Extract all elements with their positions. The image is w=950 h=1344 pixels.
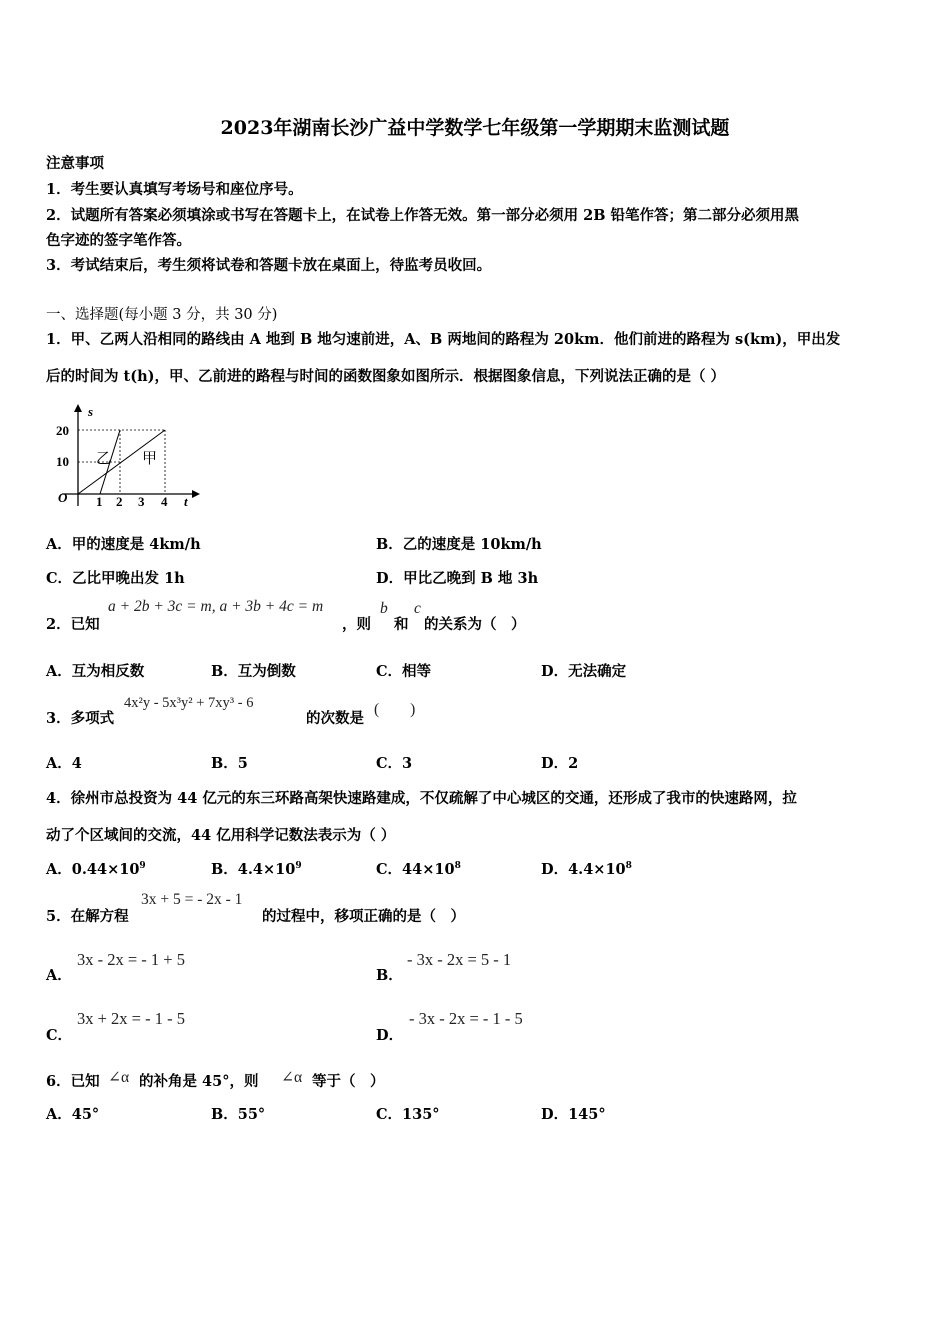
q2-option-c[interactable]: C．相等: [376, 663, 432, 680]
q3-option-c[interactable]: C．3: [376, 755, 413, 772]
x-tick-label: 3: [138, 494, 145, 509]
q5-option-c-label[interactable]: C．: [46, 1027, 73, 1044]
notes-line: 1．考生要认真填写考场号和座位序号。: [46, 181, 303, 198]
q3-suffix: 的次数是: [306, 710, 364, 727]
q5-formula: 3x + 5 = - 2x - 1: [141, 891, 243, 908]
y-axis-label: s: [88, 404, 94, 419]
q5-option-d-label[interactable]: D．: [376, 1027, 404, 1044]
q5-option-a[interactable]: 3x - 2x = - 1 + 5: [77, 950, 185, 969]
q4-option-b[interactable]: B．$4.4\times 10^9$: [211, 861, 302, 878]
x-axis-label: t: [184, 494, 188, 509]
page-title: 2023年湖南长沙广益中学数学七年级第一学期期末监测试题: [220, 117, 730, 139]
q1-option-b[interactable]: B．乙的速度是 10km/h: [376, 536, 542, 553]
q4-option-d[interactable]: D．$4.4\times 10^8$: [541, 861, 632, 878]
q1-option-c[interactable]: C．乙比甲晚出发 1h: [46, 570, 185, 587]
q2-var-c: c: [414, 600, 421, 617]
q6-angle: ∠α: [108, 1069, 130, 1086]
q5-option-b[interactable]: - 3x - 2x = 5 - 1: [407, 950, 512, 969]
q1-text: 后的时间为 t(h)，甲、乙前进的路程与时间的函数图象如图所示．根据图象信息，下列说法正确的是（ ）: [46, 368, 726, 385]
q4-text: 动了个区域间的交流，44 亿用科学记数法表示为（ ）: [46, 827, 396, 844]
y-tick-label: 10: [56, 454, 69, 469]
q6-angle: ∠α: [281, 1069, 303, 1086]
q6-mid: 的补角是 45°，则: [139, 1073, 259, 1090]
notes-heading: 注意事项: [46, 155, 104, 172]
y-tick-label: 20: [56, 423, 69, 438]
y-axis-arrow-icon: [74, 404, 82, 412]
origin-label: O: [58, 490, 68, 505]
notes-line: 色字迹的签字笔作答。: [46, 232, 191, 249]
q2-var-b: b: [380, 600, 388, 617]
q2-formula: a + 2b + 3c = m, a + 3b + 4c = m: [108, 598, 324, 615]
q2-option-b[interactable]: B．互为倒数: [211, 663, 296, 680]
q3-option-a[interactable]: A．4: [46, 755, 82, 772]
q3-formula: 4x²y - 5x³y² + 7xy³ - 6: [124, 695, 254, 711]
q3-paren: ( ): [374, 701, 416, 718]
q5-option-c[interactable]: 3x + 2x = - 1 - 5: [77, 1009, 185, 1028]
q4-option-c[interactable]: C．$44\times 10^8$: [376, 861, 461, 878]
q1-option-a[interactable]: A．甲的速度是 4km/h: [46, 536, 201, 553]
notes-line: 3．考试结束后，考生须将试卷和答题卡放在桌面上，待监考员收回。: [46, 257, 492, 274]
q1-text: 1．甲、乙两人沿相同的路线由 A 地到 B 地匀速前进，A、B 两地间的路程为 20km．他们前进的路程为 s(km)，甲出发: [46, 331, 841, 348]
q2-mid: ，则: [342, 616, 371, 633]
notes-line: 2．试题所有答案必须填涂或书写在答题卡上，在试卷上作答无效。第一部分必须用 2B 铅笔作答；第二部分必须用黑: [46, 207, 800, 224]
label-jia: 甲: [142, 451, 158, 467]
q6-option-a[interactable]: A．45°: [46, 1106, 100, 1123]
x-axis-arrow-icon: [192, 490, 200, 498]
q1-option-d[interactable]: D．甲比乙晚到 B 地 3h: [376, 570, 539, 587]
q5-option-d[interactable]: - 3x - 2x = - 1 - 5: [409, 1009, 523, 1028]
q6-prefix: 6．已知: [46, 1073, 100, 1090]
label-yi: 乙: [96, 451, 112, 467]
q4-option-a[interactable]: A．$0.44\times 10^9$: [46, 861, 146, 878]
q5-prefix: 5．在解方程: [46, 908, 129, 925]
q6-option-c[interactable]: C．135°: [376, 1106, 440, 1123]
q5-suffix: 的过程中，移项正确的是（ ）: [262, 908, 465, 925]
q2-suffix: 的关系为（ ）: [424, 616, 526, 633]
q2-option-a[interactable]: A．互为相反数: [46, 663, 145, 680]
x-tick-label: 2: [116, 494, 123, 509]
q6-option-b[interactable]: B．55°: [211, 1106, 266, 1123]
q1-graph: [50, 402, 200, 510]
x-tick-label: 4: [161, 494, 168, 509]
q3-prefix: 3．多项式: [46, 710, 115, 727]
q6-suffix: 等于（ ）: [312, 1073, 385, 1090]
q2-prefix: 2．已知: [46, 616, 100, 633]
section-heading: 一、选择题(每小题 3 分，共 30 分): [46, 307, 278, 323]
q4-text: 4．徐州市总投资为 44 亿元的东三环路高架快速路建成，不仅疏解了中心城区的交通，还形成了我市的快速路网，拉: [46, 790, 797, 807]
x-tick-label: 1: [96, 494, 103, 509]
q5-option-b-label[interactable]: B．: [376, 967, 403, 984]
q3-option-d[interactable]: D．2: [541, 755, 579, 772]
q5-option-a-label[interactable]: A．: [46, 967, 72, 984]
q3-option-b[interactable]: B．5: [211, 755, 248, 772]
q6-option-d[interactable]: D．145°: [541, 1106, 606, 1123]
q2-and: 和: [394, 616, 409, 633]
q2-option-d[interactable]: D．无法确定: [541, 663, 627, 680]
